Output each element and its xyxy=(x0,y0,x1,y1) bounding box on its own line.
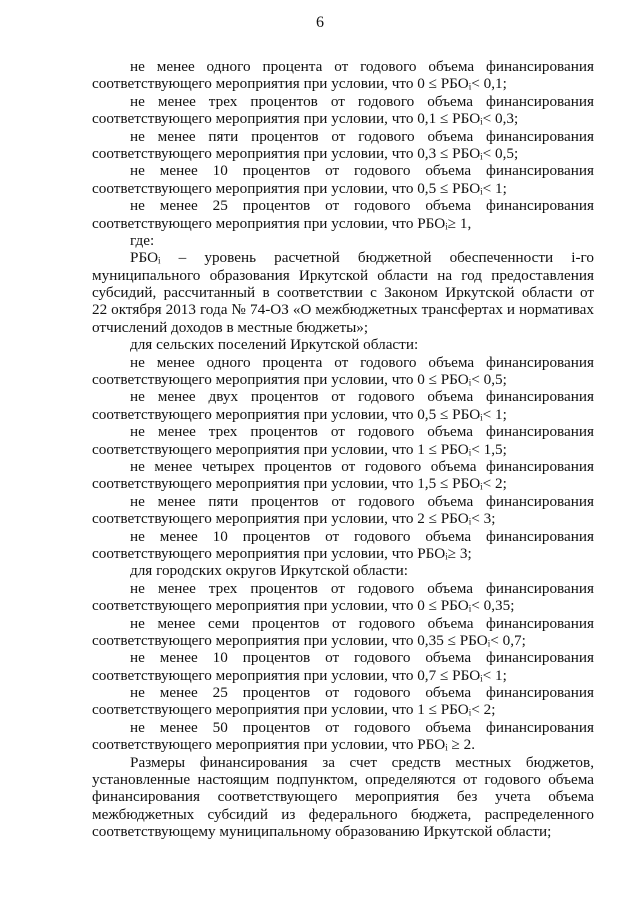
text-line: не менее пяти процентов от годового объема финансирования xyxy=(130,127,594,145)
text-line: соответствующего мероприятия при условии, что 0 ≤ РБОᵢ< 0,1; xyxy=(92,75,507,93)
text-line: соответствующего мероприятия при условии, что РБОᵢ≥ 1, xyxy=(92,214,472,232)
text-line: соответствующего мероприятия при условии, что РБОᵢ ≥ 2. xyxy=(92,736,476,754)
text-line: соответствующего мероприятия при условии, что 0,5 ≤ РБОᵢ< 1; xyxy=(92,405,507,423)
text-line: соответствующего мероприятия при условии, что 1,5 ≤ РБОᵢ< 2; xyxy=(92,475,507,493)
page-number: 6 xyxy=(316,14,324,31)
text-line: не менее пяти процентов от годового объема финансирования xyxy=(130,492,594,510)
text-line: не менее семи процентов от годового объема финансирования xyxy=(130,614,594,632)
text-line: соответствующего мероприятия при условии, что 0,3 ≤ РБОᵢ< 0,5; xyxy=(92,144,519,162)
text-line: не менее двух процентов от годового объема финансирования xyxy=(130,388,594,406)
text-line: межбюджетных субсидий из федерального бюджета, распределенного xyxy=(92,805,594,823)
text-line: не менее 10 процентов от годового объема финансирования xyxy=(130,527,594,545)
text-line: соответствующему муниципальному образованию Иркутской области; xyxy=(92,823,552,841)
text-line: не менее 10 процентов от годового объема финансирования xyxy=(130,649,594,667)
text-line: не менее 10 процентов от годового объема финансирования xyxy=(130,162,594,180)
text-line: не менее одного процента от годового объема финансирования xyxy=(130,58,594,75)
text-line: соответствующего мероприятия при условии, что 0,5 ≤ РБОᵢ< 1; xyxy=(92,179,507,197)
text-line: соответствующего мероприятия при условии, что 0,1 ≤ РБОᵢ< 0,3; xyxy=(92,110,519,128)
text-line: соответствующего мероприятия при условии, что 0,7 ≤ РБОᵢ< 1; xyxy=(92,666,507,684)
text-line: где: xyxy=(130,231,155,249)
text-line: РБОᵢ – уровень расчетной бюджетной обеспеченности i-го xyxy=(130,249,594,267)
text-line: не менее 25 процентов от годового объема финансирования xyxy=(130,684,594,702)
text-line: субсидий, рассчитанный в соответствии с Законом Иркутской области от xyxy=(92,284,594,302)
text-line: соответствующего мероприятия при условии, что 0 ≤ РБОᵢ< 0,35; xyxy=(92,597,515,615)
text-line: соответствующего мероприятия при условии, что 1 ≤ РБОᵢ< 1,5; xyxy=(92,440,507,458)
text-line: соответствующего мероприятия при условии, что 1 ≤ РБОᵢ< 2; xyxy=(92,701,496,719)
text-line: для городских округов Иркутской области: xyxy=(130,562,409,580)
text-line: не менее 50 процентов от годового объема финансирования xyxy=(130,718,594,736)
text-line: соответствующего мероприятия при условии, что 2 ≤ РБОᵢ< 3; xyxy=(92,510,496,528)
text-line: не менее трех процентов от годового объема финансирования xyxy=(130,579,594,597)
text-line: отчислений доходов в местные бюджеты»; xyxy=(92,318,369,336)
text-line: не менее 25 процентов от годового объема финансирования xyxy=(130,197,594,215)
text-line: не менее четырех процентов от годового объема финансирования xyxy=(130,457,594,475)
text-line: финансирования соответствующего мероприятия без учета объема xyxy=(92,788,594,806)
text-line: установленные настоящим подпунктом, определяются от годового объема xyxy=(92,771,594,789)
text-line: не менее одного процента от годового объема финансирования xyxy=(130,353,594,371)
document-body xyxy=(92,58,594,841)
text-line: Размеры финансирования за счет средств местных бюджетов, xyxy=(130,753,594,771)
text-line: не менее трех процентов от годового объема финансирования xyxy=(130,423,594,441)
text-line: соответствующего мероприятия при условии, что 0,35 ≤ РБОᵢ< 0,7; xyxy=(92,631,526,649)
text-line: соответствующего мероприятия при условии, что 0 ≤ РБОᵢ< 0,5; xyxy=(92,371,507,389)
text-line: не менее трех процентов от годового объема финансирования xyxy=(130,92,594,110)
text-line: муниципального образования Иркутской области на год предоставления xyxy=(92,266,594,284)
text-line: соответствующего мероприятия при условии, что РБОᵢ≥ 3; xyxy=(92,544,472,562)
text-line: для сельских поселений Иркутской области: xyxy=(130,336,419,354)
text-line: 22 октября 2013 года № 74-ОЗ «О межбюджетных трансфертах и нормативах xyxy=(92,301,594,319)
